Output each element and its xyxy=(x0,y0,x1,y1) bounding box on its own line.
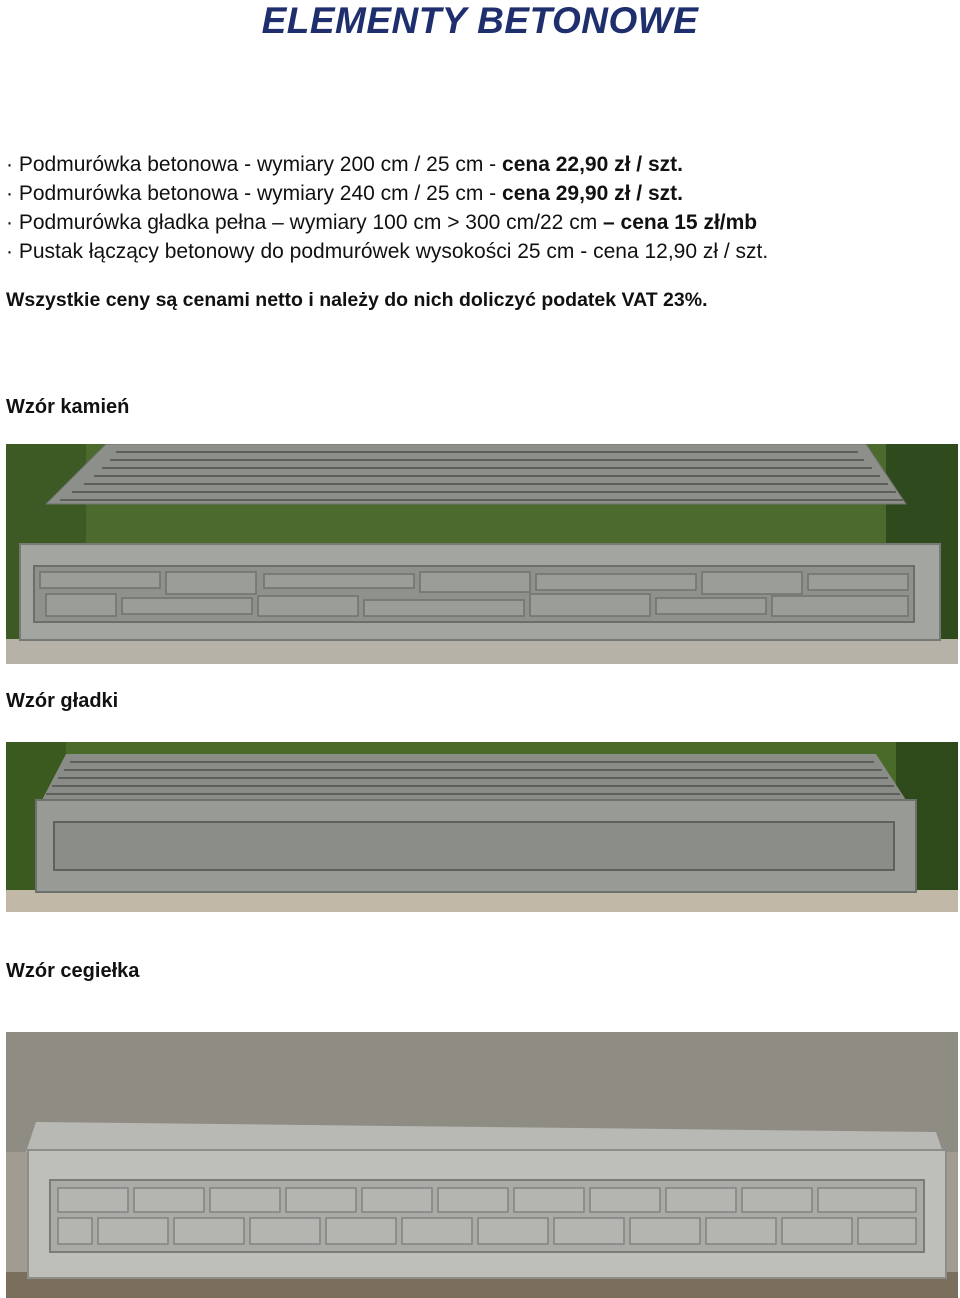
product-description: Podmurówka betonowa - wymiary 200 cm / 25 cm - xyxy=(13,153,503,176)
product-price: cena 29,90 zł / szt. xyxy=(502,182,683,205)
product-description: Podmurówka gładka pełna – wymiary 100 cm > 300 cm/22 cm xyxy=(13,211,604,234)
bullet: · xyxy=(6,182,13,205)
page-title: ELEMENTY BETONOWE xyxy=(261,0,699,41)
product-item-4 xyxy=(6,237,956,266)
vat-note: Wszystkie ceny są cenami netto i należy do nich doliczyć podatek VAT 23%. xyxy=(6,289,708,311)
stone-pattern-fence-base-photo xyxy=(6,444,958,664)
product-description: Pustak łączący betonowy do podmurówek wysokości 25 cm - cena 12,90 zł / szt. xyxy=(13,240,769,263)
smooth-pattern-fence-base-photo xyxy=(6,742,958,912)
product-price: – cena 15 zł/mb xyxy=(603,211,758,234)
bullet: · xyxy=(6,240,13,263)
section-label-brick: Wzór cegiełka xyxy=(6,960,140,982)
section-label-stone: Wzór kamień xyxy=(6,396,130,418)
product-item-1 xyxy=(6,150,956,179)
section-label-smooth: Wzór gładki xyxy=(6,690,119,712)
brick-pattern-fence-base-photo xyxy=(6,1032,958,1298)
bullet: · xyxy=(6,211,13,234)
product-description: Podmurówka betonowa - wymiary 240 cm / 25 cm - xyxy=(13,182,503,205)
product-list xyxy=(6,150,956,266)
product-price: cena 22,90 zł / szt. xyxy=(502,153,683,176)
product-item-2 xyxy=(6,179,956,208)
bullet: · xyxy=(6,153,13,176)
product-item-3 xyxy=(6,208,956,237)
